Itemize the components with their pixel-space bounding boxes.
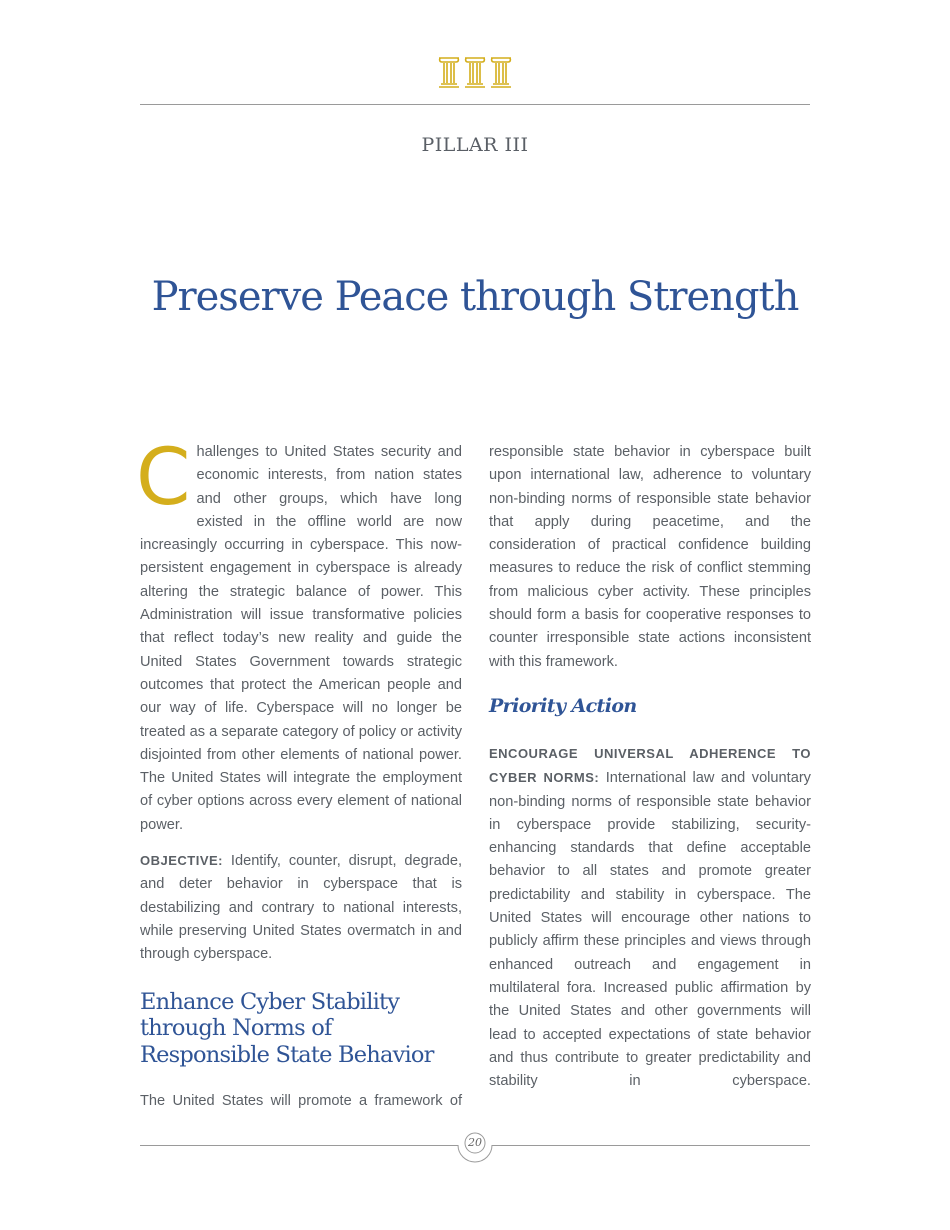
priority-action-heading: Priority Action: [489, 694, 637, 717]
page-title: Preserve Peace through Strength: [151, 274, 799, 320]
header-divider: [140, 104, 810, 105]
section-text: The United States will promote a framework of: [140, 1093, 462, 1110]
action-paragraph: [489, 742, 811, 1093]
page-number: 20: [468, 1136, 482, 1149]
section-heading: Enhance Cyber Stability through Norms of Responsible State Behavior: [140, 988, 434, 1068]
section-paragraph: [140, 1090, 462, 1113]
action-label: ENCOURAGE UNIVERSAL ADHERENCE TO CYBER NORMS:: [489, 745, 811, 786]
column-icon: [465, 58, 485, 87]
intro-text: hallenges to United States security and economic interests, from nation states and other groups, which have long existed in the offline world are now increasingly occurring in cyberspace. This now-persistent engagement in cyberspace is already altering the strategic balance of power. This Administration will issue transformative policies that reflect today’s new reality and guide the United States Government towards strategic outcomes that protect the American people and our way of life. Cyberspace will no longer be treated as a separate category of policy or activity disjointed from other elements of national power. The United States will integrate the employment of cyber options across every element of national power.: [140, 444, 462, 833]
drop-cap: C: [136, 433, 191, 523]
continued-text: responsible state behavior in cyberspace built upon international law, adherence to voluntary non-binding norms of responsible state behavior that apply during peacetime, and the consideration of practical confidence building measures to reduce the risk of conflict stemming from malicious cyber activity. These principles should form a basis for cooperative responses to counter irresponsible state actions inconsistent with this framework.: [489, 444, 811, 670]
action-text: International law and voluntary non-binding norms of responsible state behavior in cyberspace provide stabilizing, security-enhancing standards that define acceptable behavior to all states and promote greater predictability and stability in cyberspace. The United States will encourage other nations to publicly affirm these principles and views through enhanced outreach and engagement in multilateral fora. Increased public affirmation by the United States and other governments will lead to accepted expectations of state behavior and thus contribute to greater predictability and stability in cyberspace.: [489, 770, 811, 1090]
pillar-label: PILLAR III: [421, 134, 529, 156]
column-icon: [439, 58, 459, 87]
pillar-icons: [438, 55, 512, 89]
left-column: [136, 433, 462, 1125]
objective-paragraph: [140, 849, 462, 966]
footer-divider-left: [140, 1145, 458, 1146]
intro-paragraph: [136, 433, 462, 837]
right-column: [489, 441, 811, 1105]
objective-label: OBJECTIVE:: [140, 853, 224, 869]
column-icon: [491, 58, 511, 87]
continued-paragraph: [489, 441, 811, 674]
objective-text: Identify, counter, disrupt, degrade, and deter behavior in cyberspace that is destabilizing and contrary to national interests, while preserving United States overmatch in and through cyberspace.: [140, 853, 462, 963]
footer-divider-right: [492, 1145, 810, 1146]
